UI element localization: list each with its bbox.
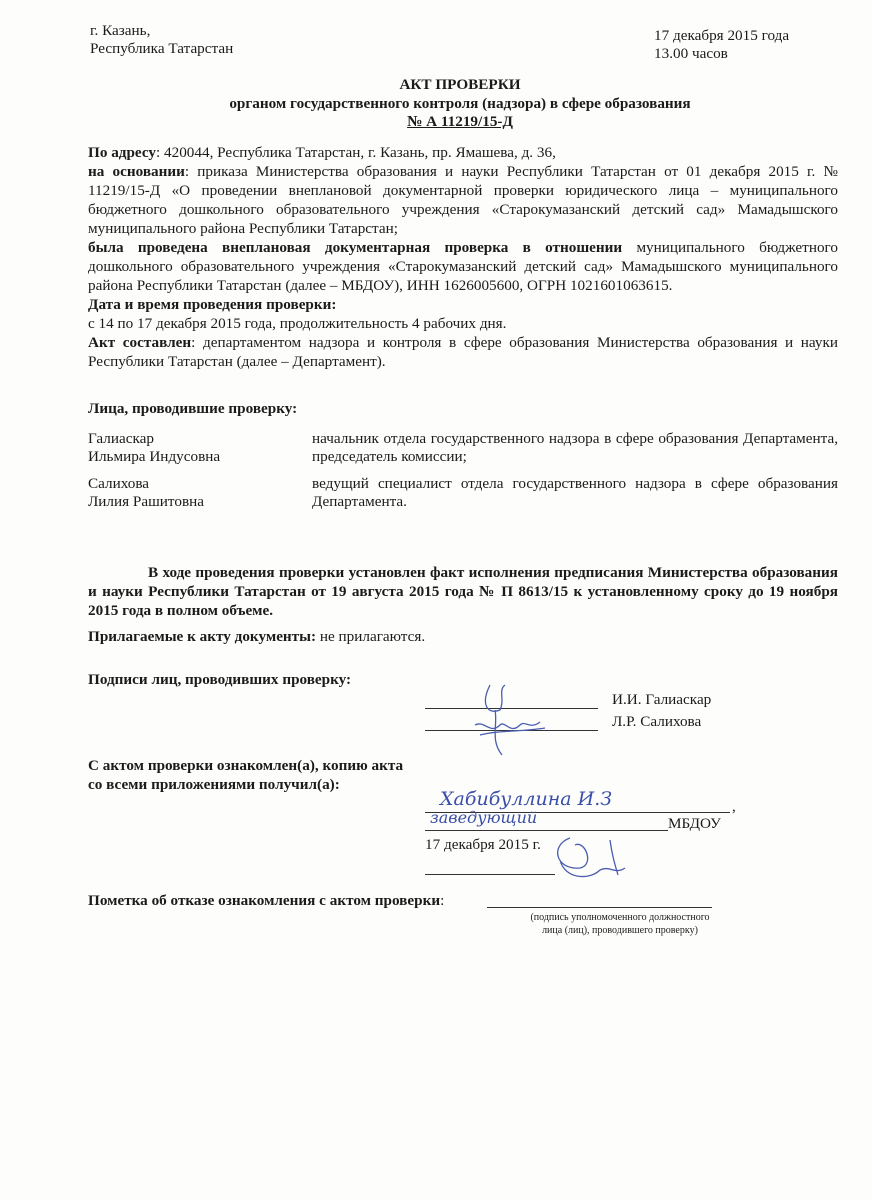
- handwritten-position: заведующий: [430, 808, 538, 827]
- signatures-label: Подписи лиц, проводивших проверку:: [88, 671, 352, 688]
- inspection: муниципального бюджетного дошкольного образовательного учреждения «Старокумазанский детский сад» Мамадышского муниципального района Республики Татарстан (далее – МБДОУ), ИНН 1626005600, ОГРН 1021601063615.: [88, 239, 838, 294]
- signature-scribble: [540, 830, 650, 885]
- inspectors-label: Лица, проводившие проверку:: [88, 400, 298, 417]
- attachments-label: Прилагаемые к акту документы:: [88, 628, 317, 645]
- title-line1: АКТ ПРОВЕРКИ: [399, 76, 521, 93]
- inspector-name: [88, 430, 220, 466]
- header-city: г. Казань,: [90, 22, 151, 39]
- inspection-label: была проведена внеплановая документарная проверка в отношении: [88, 239, 623, 256]
- document-title: [0, 76, 872, 132]
- inspector-role: ведущий специалист отдела государственного надзора в сфере образования Департамента.: [312, 475, 838, 510]
- inspector-role: начальник отдела государственного надзора в сфере образования Департамента, председатель комиссии;: [312, 430, 838, 465]
- refusal-caption: [500, 911, 740, 937]
- inspector-given-name: Ильмира Индусовна: [88, 448, 221, 465]
- compiled: : департаментом надзора и контроля в сфере образования Министерства образования и науки Республики Татарстан (далее – Департамент).: [88, 334, 838, 370]
- address: : 420044, Республика Татарстан, г. Казань, пр. Ямашева, д. 36,: [156, 144, 556, 161]
- header-time: 13.00 часов: [654, 45, 728, 62]
- header-date: 17 декабря 2015 года: [654, 27, 790, 44]
- acknowledge-label-1: С актом проверки ознакомлен(а), копию акта: [88, 757, 404, 774]
- basis-label: на основании: [88, 163, 185, 180]
- basis: : приказа Министерства образования и науки Республики Татарстан от 01 декабря 2015 г. № 11219/15-Д «О проведении внеплановой документарной проверки юридического лица – муниципального бюджетного дошкольного образовательного учреждения «Старокумазанский детский сад» Мамадышского муниципального района Республики Татарстан;: [88, 163, 838, 237]
- title-line2: органом государственного контроля (надзора) в сфере образования: [229, 94, 691, 112]
- signature-line: [425, 874, 555, 875]
- caption-line: (подпись уполномоченного должностного: [530, 912, 710, 923]
- handwritten-name: Хабибуллина И.З: [440, 788, 613, 810]
- datetime: с 14 по 17 декабря 2015 года, продолжительность 4 рабочих дня.: [88, 315, 507, 332]
- refusal-signature-line: [487, 907, 712, 908]
- inspector-name: [88, 475, 204, 511]
- refusal-label-text: Пометка об отказе ознакомления с актом проверки: [88, 892, 441, 909]
- inspector-given-name: Лилия Рашитовна: [88, 493, 204, 510]
- title-number: № А 11219/15-Д: [407, 113, 513, 130]
- signatory-name: И.И. Галиаскар: [612, 691, 712, 708]
- refusal-label: [88, 892, 444, 910]
- inspector-surname: Галиаскар: [88, 430, 154, 447]
- org-abbr: МБДОУ: [668, 815, 721, 832]
- caption-line: лица (лиц), проводившего проверку): [542, 925, 698, 936]
- comma: ,: [732, 798, 736, 815]
- address-label: По адресу: [88, 144, 156, 161]
- colon: :: [440, 892, 445, 909]
- finding: В ходе проведения проверки установлен факт исполнения предписания Министерства образования и науки Республики Татарстан от 19 августа 2015 года № П 8613/15 к установленному сроку до 19 ноября 2015 года в полном объеме.: [88, 564, 838, 619]
- signature-scribble: [460, 680, 560, 760]
- attachments: [88, 628, 425, 646]
- compiled-label: Акт составлен: [88, 334, 192, 351]
- signatory-name: Л.Р. Салихова: [612, 713, 702, 730]
- acknowledge-date: 17 декабря 2015 г.: [425, 836, 541, 853]
- acknowledge-label-2: со всеми приложениями получил(а):: [88, 776, 340, 793]
- document-body: [88, 143, 838, 371]
- inspector-surname: Салихова: [88, 475, 150, 492]
- datetime-label: Дата и время проведения проверки:: [88, 296, 337, 313]
- header-region: Республика Татарстан: [90, 40, 234, 57]
- attachments-value: не прилагаются.: [316, 628, 426, 645]
